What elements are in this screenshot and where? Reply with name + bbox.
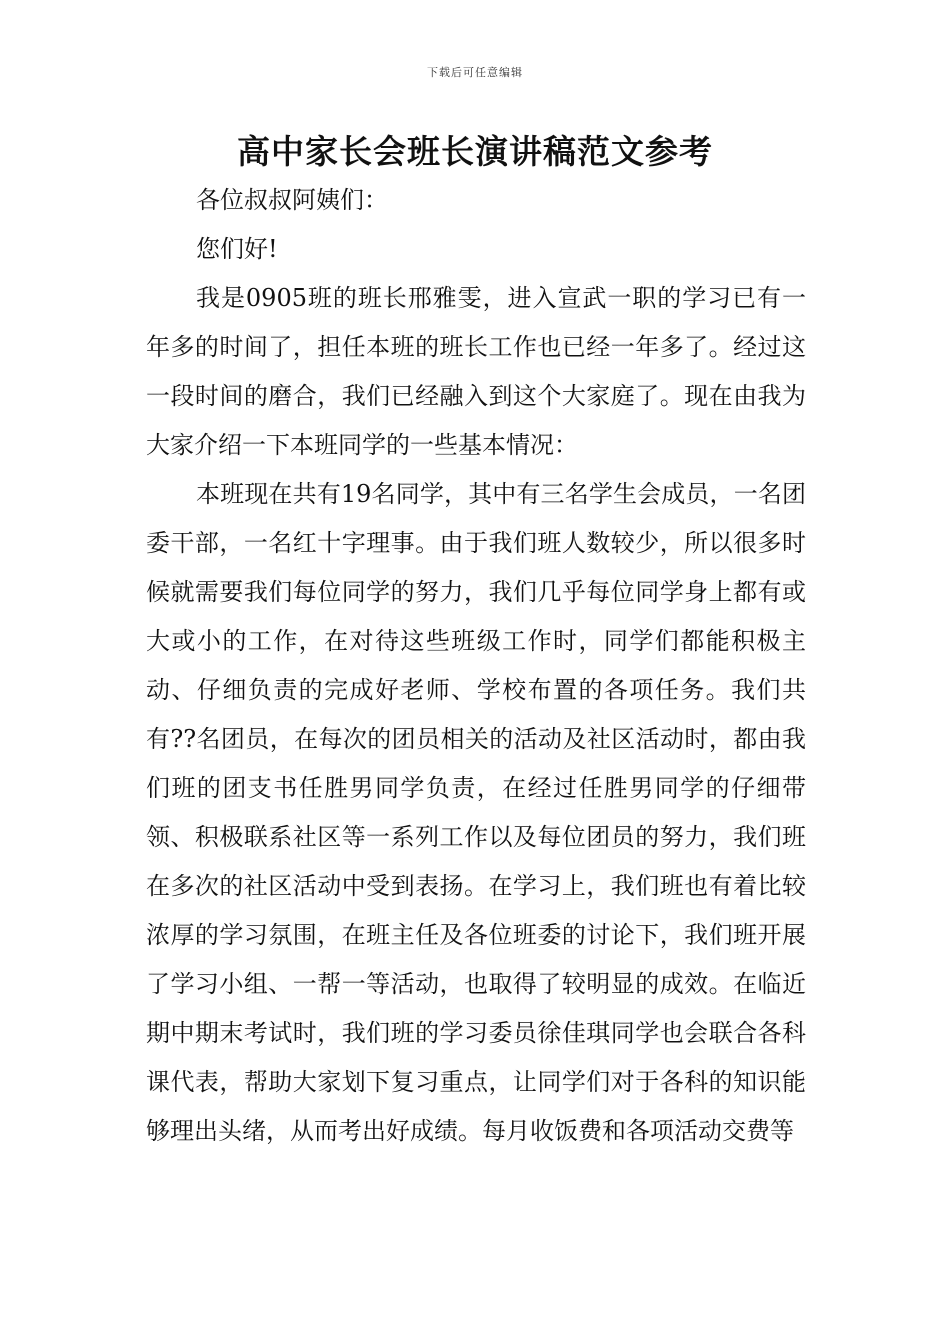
document-title: 高中家长会班长演讲稿范文参考: [237, 132, 713, 171]
greeting-paragraph: 各位叔叔阿姨们：: [196, 186, 388, 214]
class-info-paragraph: 本班现在共有19名同学，其中有三名学生会成员，一名团委干部，一名红十字理事。由于我们班人数较少，所以很多时候就需要我们每位同学的努力，我们几乎每位同学身上都有或大或小的工作，在对待这些班级工作时，同学们都能积极主动、仔细负责的完成好老师、学校布置的各项任务。我们共有??名团员，在每次的团员相关的活动及社区活动时，都由我们班的团支书任胜男同学负责，在经过任胜男同学的仔细带领、积极联系社区等一系列工作以及每位团员的努力，我们班在多次的社区活动中受到表扬。在学习上，我们班也有着比较浓厚的学习氛围，在班主任及各位班委的讨论下，我们班开展了学习小组、一帮一等活动，也取得了较明显的成效。在临近期中期末考试时，我们班的学习委员徐佳琪同学也会联合各科课代表，帮助大家划下复习重点，让同学们对于各科的知识能够理出头绪，从而考出好成绩。每月收饭费和各项活动交费等: [146, 480, 806, 1145]
header-note: 下载后可任意编辑: [427, 66, 523, 79]
intro-paragraph: 我是0905班的班长邢雅雯，进入宣武一职的学习已有一年多的时间了，担任本班的班长工作也已经一年多了。经过这一段时间的磨合，我们已经融入到这个大家庭了。现在由我为大家介绍一下本班同学的一些基本情况：: [146, 284, 806, 459]
document-body: [146, 176, 806, 1156]
salutation-paragraph: 您们好!: [196, 235, 278, 263]
